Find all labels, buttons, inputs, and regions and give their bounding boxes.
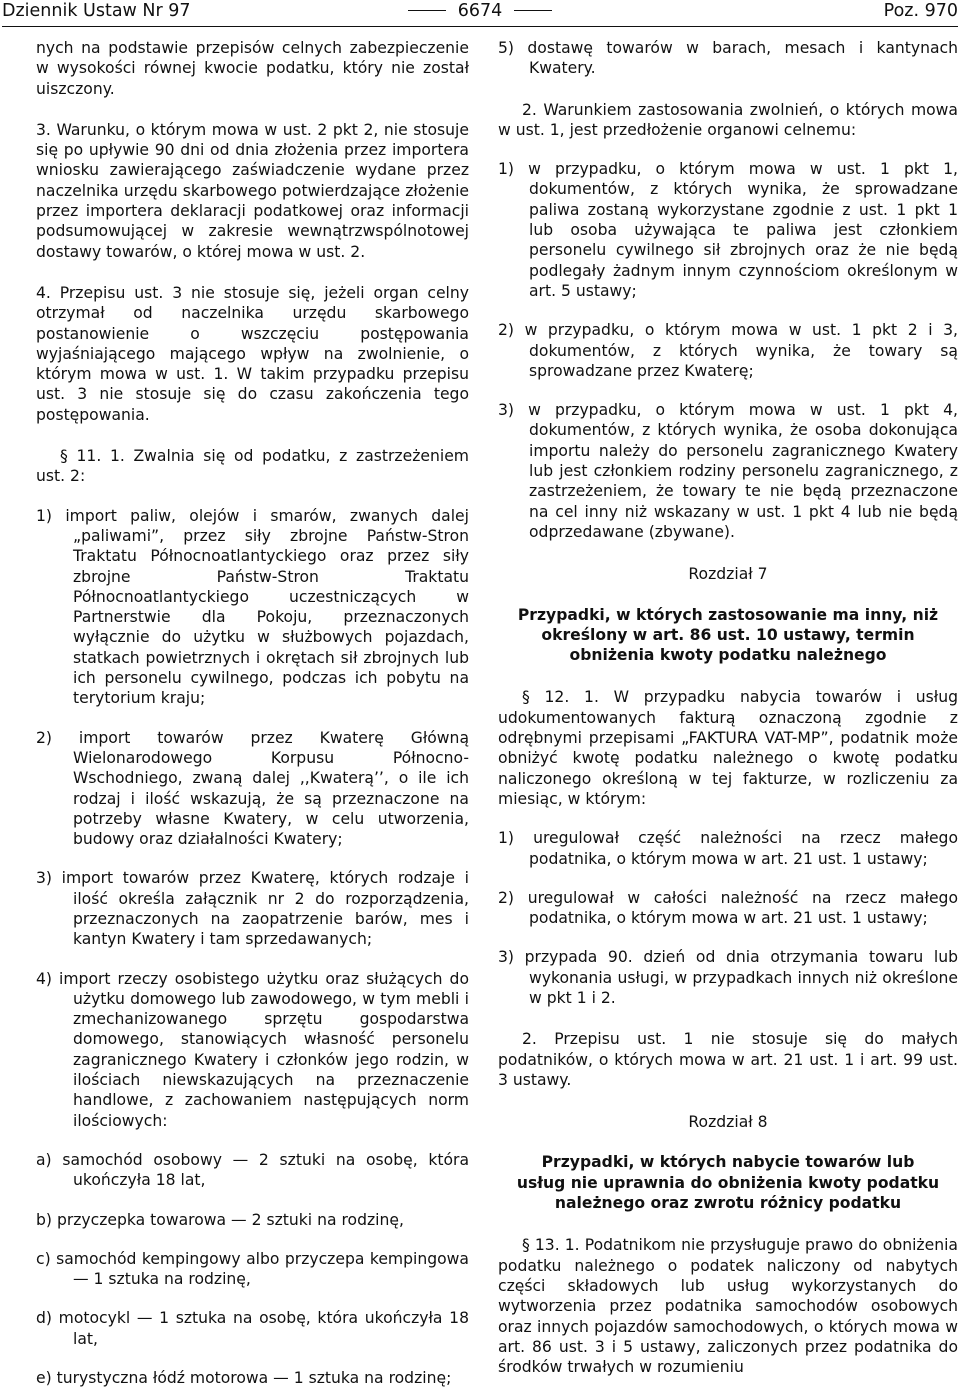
chapter-7-heading: Rozdział 7 [688,565,768,584]
page-header [2,0,958,24]
list-item: 3) przypada 90. dzień od dnia otrzymania towaru lub wykonania usługi, w przypadkach innych niż określone w pkt 1 i 2. [498,948,958,1007]
position-number: Poz. 970 [883,1,958,21]
section-12: § 12. 1. W przypadku nabycia towarów i usług udokumentowanych fakturą oznaczoną zgodnie z odrębnymi przepisami „FAKTURA VAT-MP”, podatnik może obniżyć kwotę podatku należnego o kwotę podatku naliczonego określoną w tej fakturze, w rozliczeniu za miesiąc, w którym: [498,688,958,808]
chapter-8-heading: Rozdział 8 [688,1113,768,1132]
paragraph-2: 2. Warunkiem zastosowania zwolnień, o których mowa w ust. 1, jest przedłożenie organowi celnemu: [498,100,958,139]
sub-list-item: d) motocykl — 1 sztuka na osobę, która ukończyła 18 lat, [36,1309,469,1348]
list-item: 1) import paliw, olejów i smarów, zwanych dalej „paliwami”, przez siły zbrojne Państw-Stron Traktatu Północnoatlantyckiego oraz przez siły zbrojne Państw-Stron Traktatu Północnoatlantyckiego uczestniczących w Partnerstwie dla Pokoju, przeznaczonych wyłącznie do użytku w służbowych pojazdach, statkach powietrznych i okrętach sił zbrojnych lub ich personelu cywilnego, podczas ich pobytu na terytorium kraju; [36,506,469,708]
paragraph-3: 3. Warunku, o którym mowa w ust. 2 pkt 2, nie stosuje się po upływie 90 dni od dnia złożenia przez importera wniosku zawierającego zaświadczenie wydane przez naczelnika urzędu skarbowego potwierdzające złożenie przez importera deklaracji podatkowej oraz informacji podsumowującej w zakresie wewnątrzwspólnotowej dostawy towarów, o której mowa w ust. 2. [36,120,469,261]
list-item: 3) w przypadku, o którym mowa w ust. 1 pkt 4, dokumentów, z których wynika, że osoba dokonująca importu należy do personelu zagranicznego Kwatery lub jest członkiem rodziny personelu zagranicznego, z zastrzeżeniem, że towary te nie będą przeznaczone na cel inny niż wskazany w ust. 1 pkt 4 lub nie będą odprzedawane (zbywane). [498,401,958,541]
paragraph-continuation: nych na podstawie przepisów celnych zabezpieczenie w wysokości równej kwocie podatku, który nie został uiszczony. [36,39,469,98]
paragraph-4: 4. Przepisu ust. 3 nie stosuje się, jeżeli organ celny otrzymał od naczelnika urzędu skarbowego postanowienie o wszczęciu postępowania wyjaśniającego mającego wpływ na zwolnienie, o którym mowa w ust. 1. W takim przypadku przepisu ust. 3 nie stosuje się do czasu zakończenia tego postępowania. [36,283,469,424]
dash-right [514,10,552,11]
list-item: 2) import towarów przez Kwaterę Główną Wielonarodowego Korpusu Północno-Wschodniego, zwaną dalej ,,Kwaterą’’, o ile ich rodzaj i ilość wskazują, że są przeznaczone na potrzeby własne Kwatery, w celu utworzenia, budowy oraz działalności Kwatery; [36,728,469,849]
list-item: 1) w przypadku, o którym mowa w ust. 1 pkt 1, dokumentów, z których wynika, że sprowadzane paliwa zostaną wykorzystane zgodnie z ust. 1 pkt 1 lub osoba używająca te paliwa jest członkiem personelu cywilnego sił zbrojnych oraz że nie będą podlegały żadnym innym czynnościom określonym w art. 5 ustawy; [498,160,958,300]
header-rule [2,26,958,27]
dash-left [408,10,446,11]
section-13: § 13. 1. Podatnikom nie przysługuje prawo do obniżenia podatku należnego o podatek naliczony od nabytych części składowych lub usług wykorzystanych do wytworzenia przez podatnika samochodów osobowych oraz innych pojazdów samochodowych, o których mowa w art. 86 ust. 3 i 5 ustawy, zaliczonych przez podatnika do środków trwałych w rozumieniu [498,1236,958,1377]
sub-list-item: c) samochód kempingowy albo przyczepa kempingowa — 1 sztuka na rodzinę, [36,1249,469,1289]
sub-list-item: b) przyczepka towarowa — 2 sztuki na rodzinę, [36,1210,404,1229]
page-number: 6674 [457,1,503,21]
list-item: 1) uregulował część należności na rzecz małego podatnika, o którym mowa w art. 21 ust. 1 ustawy; [498,829,958,868]
list-item: 3) import towarów przez Kwaterę, których rodzaje i ilość określa załącznik nr 2 do rozporządzenia, przeznaczonych na zaopatrzenie barów, mes i kantyn Kwatery i tam sprzedawanych; [36,869,469,949]
section-12-paragraph-2: 2. Przepisu ust. 1 nie stosuje się do małych podatników, o których mowa w art. 21 ust. 1 i art. 99 ust. 3 ustawy. [498,1030,958,1089]
section-11: § 11. 1. Zwalnia się od podatku, z zastrzeżeniem ust. 2: [36,447,469,486]
left-column [36,38,469,1388]
chapter-8-title: Przypadki, w których nabycie towarów lub usług nie uprawnia do obniżenia kwoty podatku należnego oraz zwrotu różnicy podatku [516,1153,940,1213]
list-item-5: 5) dostawę towarów w barach, mesach i kantynach Kwatery. [498,39,958,78]
list-item: 2) uregulował w całości należność na rzecz małego podatnika, o którym mowa w art. 21 ust. 1 ustawy; [498,888,958,928]
list-item: 4) import rzeczy osobistego użytku oraz służących do użytku domowego lub zawodowego, w tym mebli i zmechanizowanego sprzętu gospodarstwa domowego, stanowiących własność personelu zagranicznego Kwatery i członków jego rodzin, w ilościach niewskazujących na przeznaczenie handlowe, z zachowaniem następujących norm ilościowych: [36,969,469,1130]
right-column [498,38,958,1377]
sub-list-item: a) samochód osobowy — 2 sztuki na osobę, która ukończyła 18 lat, [36,1150,469,1190]
page-number-block [2,0,958,22]
chapter-7-title: Przypadki, w których zastosowanie ma inny, niż określony w art. 86 ust. 10 ustawy, termin obniżenia kwoty podatku należnego [517,605,939,665]
journal-title: Dziennik Ustaw Nr 97 [2,1,191,21]
sub-list-item: e) turystyczna łódź motorowa — 1 sztuka na rodzinę; [36,1369,452,1388]
list-item: 2) w przypadku, o którym mowa w ust. 1 pkt 2 i 3, dokumentów, z których wynika, że towary są sprowadzane przez Kwaterę; [498,321,958,380]
